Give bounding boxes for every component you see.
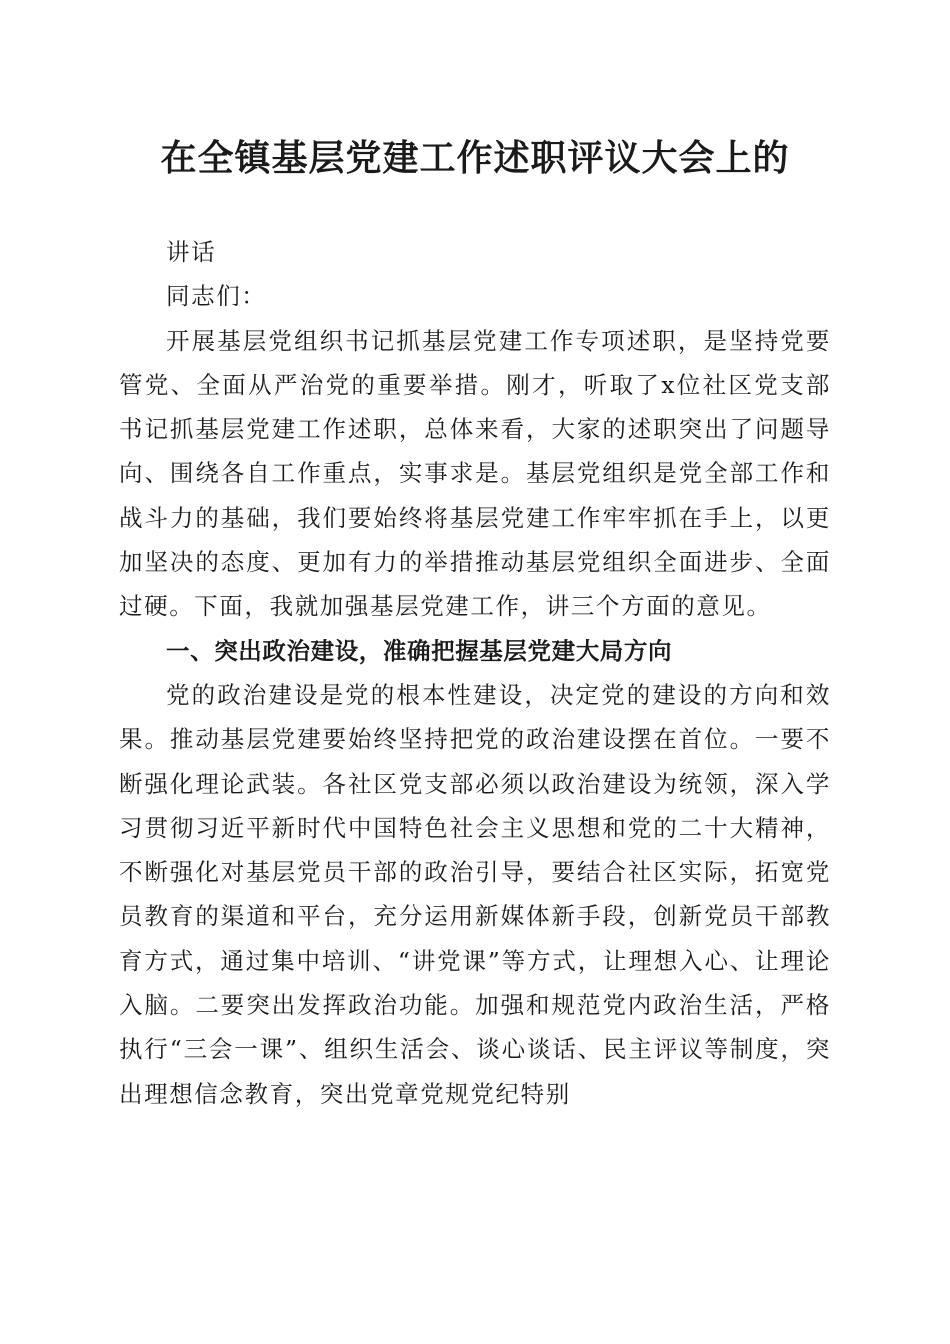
document-body — [119, 230, 831, 1116]
intro-paragraph: 开展基层党组织书记抓基层党建工作专项述职，是坚持党要管党、全面从严治党的重要举措。刚才，听取了x位社区党支部书记抓基层党建工作述职，总体来看，大家的述职突出了问题导向、围绕各自工作重点，实事求是。基层党组织是党全部工作和战斗力的基础，我们要始终将基层党建工作牢牢抓在手上，以更加坚决的态度、更加有力的举措推动基层党组织全面进步、全面过硬。下面，我就加强基层党建工作，讲三个方面的意见。 — [119, 326, 831, 621]
salutation: 同志们： — [166, 282, 267, 311]
document-title: 在全镇基层党建工作述职评议大会上的 — [160, 137, 790, 179]
section-heading: 一、突出政治建设，准确把握基层党建大局方向 — [166, 636, 673, 665]
section-paragraph: 党的政治建设是党的根本性建设，决定党的建设的方向和效果。推动基层党建要始终坚持把党的政治建设摆在首位。一要不断强化理论武装。各社区党支部必须以政治建设为统领，深入学习贯彻习近平新时代中国特色社会主义思想和党的二十大精神，不断强化对基层党员干部的政治引导，要结合社区实际，拓宽党员教育的渠道和平台，充分运用新媒体新手段，创新党员干部教育方式，通过集中培训、“讲党课”等方式，让理想入心、让理论入脑。二要突出发挥政治功能。加强和规范党内政治生活，严格执行“三会一课”、组织生活会、谈心谈话、民主评议等制度，突出理想信念教育，突出党章党规党纪特别 — [119, 680, 831, 1108]
title-continuation: 讲话 — [166, 238, 217, 266]
